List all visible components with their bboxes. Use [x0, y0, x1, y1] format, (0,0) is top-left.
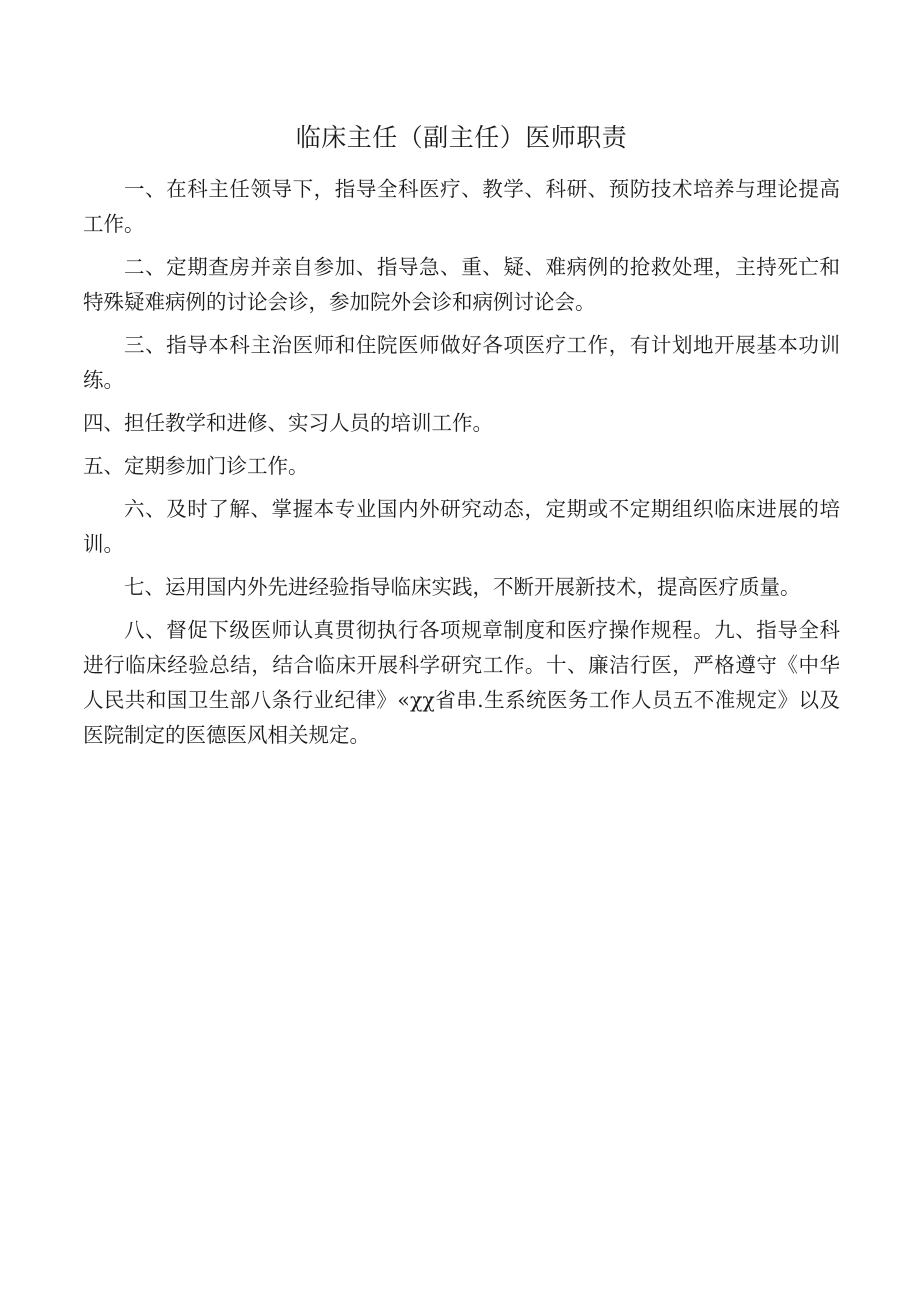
paragraph-1: 一、在科主任领导下，指导全科医疗、教学、科研、预防技术培养与理论提高工作。	[83, 177, 840, 236]
paragraph-3: 三、指导本科主治医师和住院医师做好各项医疗工作，有计划地开展基本功训练。	[83, 333, 840, 392]
document-page	[83, 0, 840, 761]
paragraph-2: 二、定期查房并亲自参加、指导急、重、疑、难病例的抢救处理，主持死亡和特殊疑难病例的讨论会诊，参加院外会诊和病例讨论会。	[83, 255, 840, 314]
paragraph-7: 七、运用国内外先进经验指导临床实践，不断开展新技术，提高医疗质量。	[124, 575, 801, 599]
paragraph-5: 五、定期参加门诊工作。	[83, 454, 309, 478]
document-title: 临床主任（副主任）医师职责	[295, 123, 628, 152]
paragraph-6: 六、及时了解、掌握本专业国内外研究动态，定期或不定期组织临床进展的培训。	[83, 497, 840, 556]
document-body	[83, 172, 840, 753]
paragraph-4: 四、担任教学和进修、实习人员的培训工作。	[83, 411, 493, 435]
paragraph-8: 八、督促下级医师认真贯彻执行各项规章制度和医疗操作规程。九、指导全科进行临床经验总结，结合临床开展科学研究工作。十、廉洁行医，严格遵守《中华人民共和国卫生部八条行业纪律》«χχ省串.生系统医务工作人员五不准规定》以及医院制定的医德医风相关规定。	[83, 618, 840, 747]
